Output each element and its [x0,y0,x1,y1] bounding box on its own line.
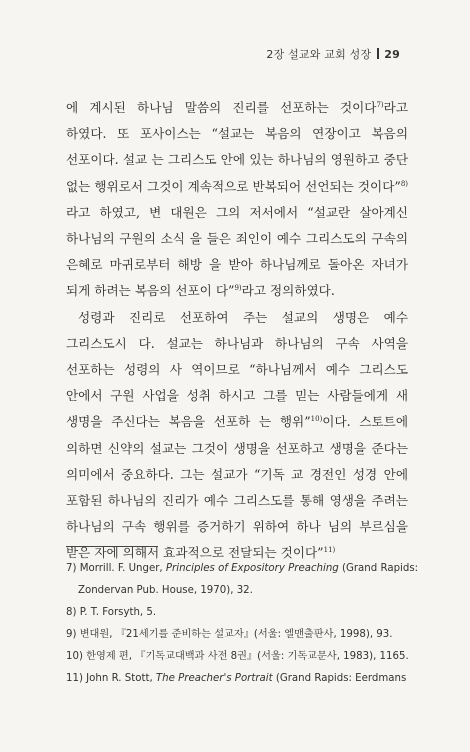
text-line: 님의 부르심을 받은 자에 의해서 효과적으로 전달되는 것이다” [66,519,408,561]
text-line: 그것이 계속적으로 반복되어 선언되는 것이다” [147,178,401,194]
footnote-ref-7: 7) [376,101,384,109]
footnote-7-continued: Zondervan Pub. House, 1970), 32. [78,585,253,596]
book-title: Principles of Expository Preaching [165,563,339,574]
text-line: 에 계시된 하나님 말씀의 진리를 선포하는 것이다 [66,100,377,115]
text-line: 하시고 그를 믿는 사람들에게 새 생명을 주신다는 복음을 선포하 [66,388,408,430]
text-line: 또 포사이스는 “설교는 복음의 연장이고 복음의 선포이다. 설교 [66,126,408,168]
paragraph-2 [66,305,408,567]
header-divider [377,48,379,59]
footnote-9: 9) 변대원, 『21세기를 준비하는 설교자』(서울: 엘맨출판사, 1998), 93. [66,629,393,640]
text-line: 는 그리스도 안에 있는 하나님의 영원하고 중단 없는 행위로서 [66,152,408,194]
footnote-text: 11) John R. Stott, [66,673,156,684]
footnote-ref-8: 8) [400,179,408,188]
body-text [66,95,408,567]
text-line: 역이므로 “하나님께서 예수 그리스도 안에서 구원 사업을 성취 [66,362,408,404]
text-line: 다. 설교는 하나님과 하나님의 구속 사역을 선포하는 성령의 사 [66,335,408,378]
text-line: 교 경전인 성경 안에 포함된 하나님의 진리가 예수 그리스도를 [66,466,408,509]
page-number: 29 [384,48,400,61]
text-line: 라고 정의하였다. [241,283,335,299]
footnote-8: 8) P. T. Forsyth, 5. [66,607,157,618]
text-line: 다” [215,283,235,299]
footnote-ref-9: 9) [234,284,242,293]
footnote-ref-10: 10) [310,415,323,424]
footnote-11 [66,668,410,690]
text-line: 을 받아 하나님께로 돌아온 자녀가 되게 하려는 복음의 선포이 [66,257,408,299]
footnote-text: (Grand Rapids: Eerdmans [272,673,407,684]
running-header [266,46,400,62]
text-line: 을 들은 죄인이 예수 그리스도의 구속의 은혜로 마귀로부터 해방 [66,231,408,273]
text-line: 통해 영생을 주려는 하나님의 구속 행위를 증거하기 위하여 하나 [66,493,408,535]
book-title: The Preacher's Portrait [155,673,273,684]
chapter-title: 2장 설교와 교회 성장 [266,48,372,61]
footnote-10: 10) 한영제 편, 『기독교대백과 사전 8권』(서울: 기독교문사, 1983), 1165. [66,651,409,662]
text-line: 는 행위” [259,414,311,430]
text-line: 선포하고 생명을 준다는 의미에서 중요하다. 그는 설교가 “기독 [66,440,408,482]
footnotes [66,558,419,690]
text-line: 이다. 스토트에 의하면 신약의 설교는 그것이 생명을 [66,414,408,456]
text-line: 라고 하였다. [66,100,408,142]
footnote-text: 7) Morrill. F. Unger, [66,563,166,574]
paragraph-1 [66,95,408,305]
text-line: 라고 하였고, 변 [66,204,162,220]
text-line: 성령과 진리로 선포하여 주는 설교의 생명은 예수 그리스도시 [66,309,408,351]
footnote-text: (Grand Rapids: [338,563,419,574]
footnote-separator [66,546,158,547]
text-line: 대원은 그의 저서에서 “설교란 살아계신 하나님의 구원의 소식 [66,204,408,247]
footnote-7 [66,558,419,580]
footnote-ref-11: 11) [323,546,336,555]
